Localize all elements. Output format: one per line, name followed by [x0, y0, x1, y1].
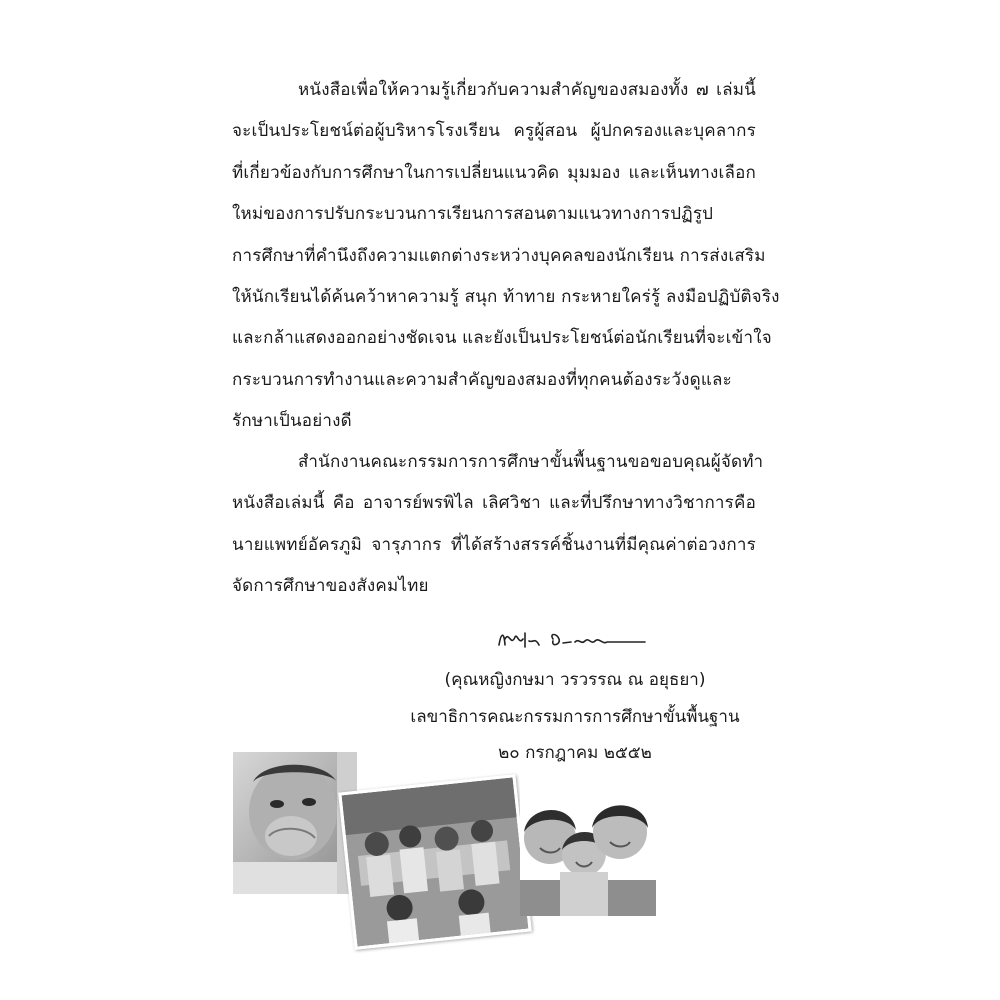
signatory-title: เลขาธิการคณะกรรมการการศึกษาขั้นพื้นฐาน: [410, 707, 740, 727]
child-covering-face-photo: [233, 752, 357, 894]
paragraph-line: จะเป็นประโยชน์ต่อผู้บริหารโรงเรียน ครูผู้สอน ผู้ปกครองและบุคลากร: [232, 121, 756, 142]
paragraph-line: นายแพทย์อัครภูมิ จารุภากร ที่ได้สร้างสรรค์ชิ้นงานที่มีคุณค่าต่อวงการ: [232, 534, 756, 555]
paragraph-line: รักษาเป็นอย่างดี: [232, 411, 352, 432]
paragraph-line: ให้นักเรียนได้ค้นคว้าหาความรู้ สนุก ท้าทาย กระหายใคร่รู้ ลงมือปฏิบัติจริง: [232, 286, 780, 307]
paragraph-line: และกล้าแสดงออกอย่างชัดเจน และยังเป็นประโยชน์ต่อนักเรียนที่จะเข้าใจ: [232, 328, 772, 349]
signatory-name: (คุณหญิงกษมา วรวรรณ ณ อยุธยา): [444, 670, 706, 690]
paragraph-line: การศึกษาที่คำนึงถึงความแตกต่างระหว่างบุคคลของนักเรียน การส่งเสริม: [232, 245, 766, 266]
signature-date: ๒๐ กรกฎาคม ๒๕๕๒: [498, 743, 652, 763]
paragraph-acknowledgement: [232, 442, 764, 608]
children-in-classroom-photo: [338, 774, 532, 950]
paragraph-line: หนังสือเล่มนี้ คือ อาจารย์พรพิไล เลิศวิชา และที่ปรึกษาทางวิชาการคือ: [232, 493, 756, 514]
paragraph-intro: [232, 70, 780, 443]
paragraph-line: ใหม่ของการปรับกระบวนการเรียนการสอนตามแนวทางการปฏิรูป: [232, 204, 714, 225]
handwritten-signature: [495, 625, 655, 653]
paragraph-line: จัดการศึกษาของสังคมไทย: [232, 576, 429, 597]
three-smiling-girls-photo: [520, 776, 656, 916]
paragraph-line: กระบวนการทำงานและความสำคัญของสมองที่ทุกคนต้องระวังดูและ: [232, 369, 732, 390]
paragraph-line: สำนักงานคณะกรรมการการศึกษาขั้นพื้นฐานขอขอบคุณผู้จัดทำ: [298, 452, 764, 472]
paragraph-line: หนังสือเพื่อให้ความรู้เกี่ยวกับความสำคัญของสมองทั้ง ๗ เล่มนี้: [298, 80, 756, 100]
paragraph-line: ที่เกี่ยวข้องกับการศึกษาในการเปลี่ยนแนวคิด มุมมอง และเห็นทางเลือก: [232, 162, 756, 183]
